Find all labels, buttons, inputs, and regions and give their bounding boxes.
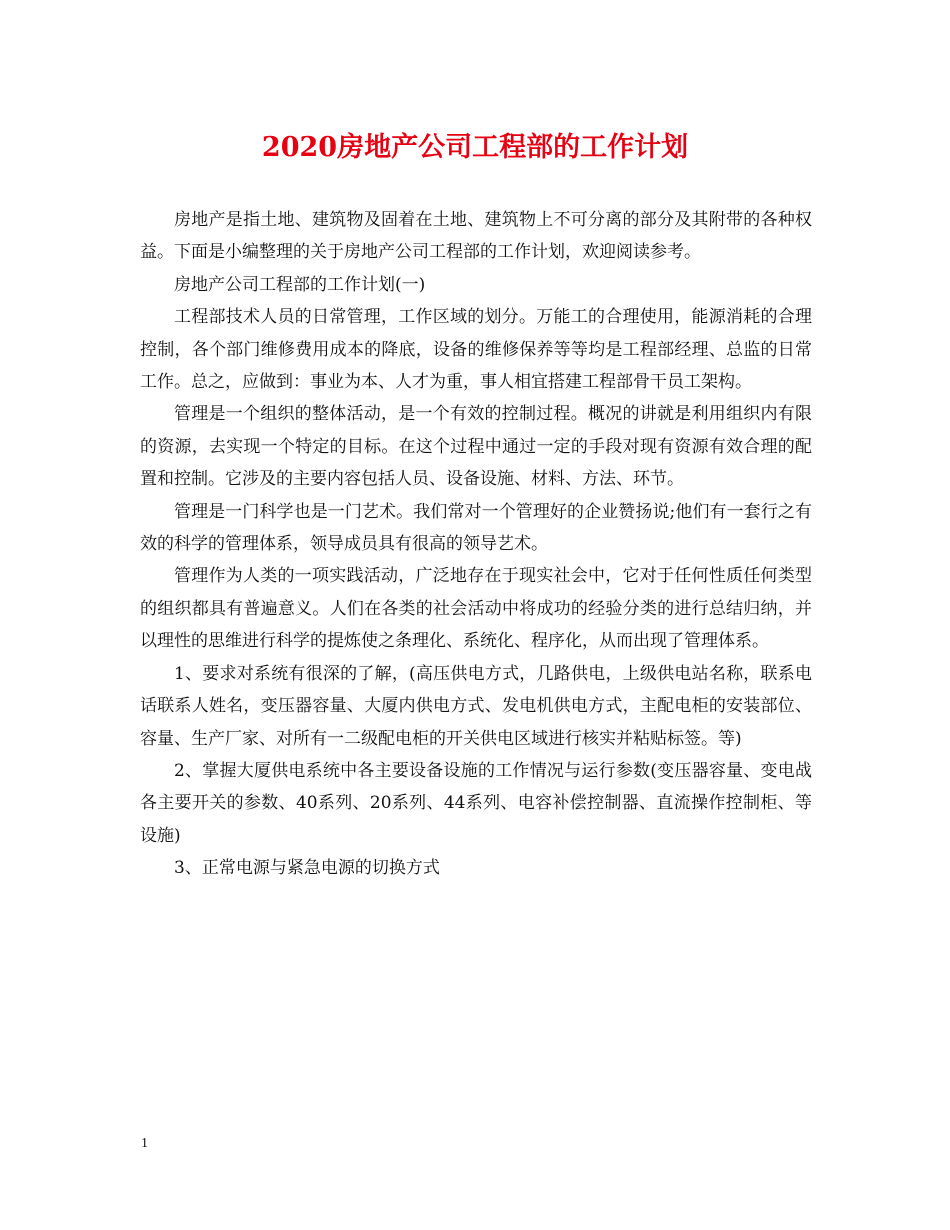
paragraph-item-3: 3、正常电源与紧急电源的切换方式 [174,858,440,879]
paragraph-item-1: 1、要求对系统有很深的了解，(高压供电方式，几路供电，上级供电站名称，联系电话联系人姓名，变压器容量、大厦内供电方式、发电机供电方式，主配电柜的安装部位、容量、生产厂家、对所有一二级配电柜的开关供电区域进行核实并粘贴标签。等) [140,663,812,749]
document-title: 2020房地产公司工程部的工作计划 [261,132,689,163]
paragraph-section-heading: 房地产公司工程部的工作计划(一) [174,274,426,295]
page-number: 1 [141,1136,148,1151]
paragraph-daily-management: 工程部技术人员的日常管理，工作区域的划分。万能工的合理使用，能源消耗的合理控制，各个部门维修费用成本的降底，设备的维修保养等等均是工程部经理、总监的日常工作。总之，应做到：事业为本、人才为重，事人相宜搭建工程部骨干员工架构。 [140,307,812,393]
paragraph-management-science-art: 管理是一门科学也是一门艺术。我们常对一个管理好的企业赞扬说;他们有一套行之有效的科学的管理体系，领导成员具有很高的领导艺术。 [140,501,812,555]
document-body [140,204,812,885]
paragraph-intro: 房地产是指土地、建筑物及固着在土地、建筑物上不可分离的部分及其附带的各种权益。下面是小编整理的关于房地产公司工程部的工作计划，欢迎阅读参考。 [140,210,812,263]
paragraph-management-practice: 管理作为人类的一项实践活动，广泛地存在于现实社会中，它对于任何性质任何类型的组织都具有普遍意义。人们在各类的社会活动中将成功的经验分类的进行总结归纳，并以理性的思维进行科学的提炼使之条理化、系统化、程序化，从而出现了管理体系。 [140,566,812,652]
paragraph-management-definition: 管理是一个组织的整体活动，是一个有效的控制过程。概况的讲就是利用组织内有限的资源，去实现一个特定的目标。在这个过程中通过一定的手段对现有资源有效合理的配置和控制。它涉及的主要内容包括人员、设备设施、材料、方法、环节。 [140,404,812,490]
paragraph-item-2: 2、掌握大厦供电系统中各主要设备设施的工作情况与运行参数(变压器容量、变电战各主要开关的参数、40系列、20系列、44系列、电容补偿控制器、直流操作控制柜、等设施) [140,760,812,846]
